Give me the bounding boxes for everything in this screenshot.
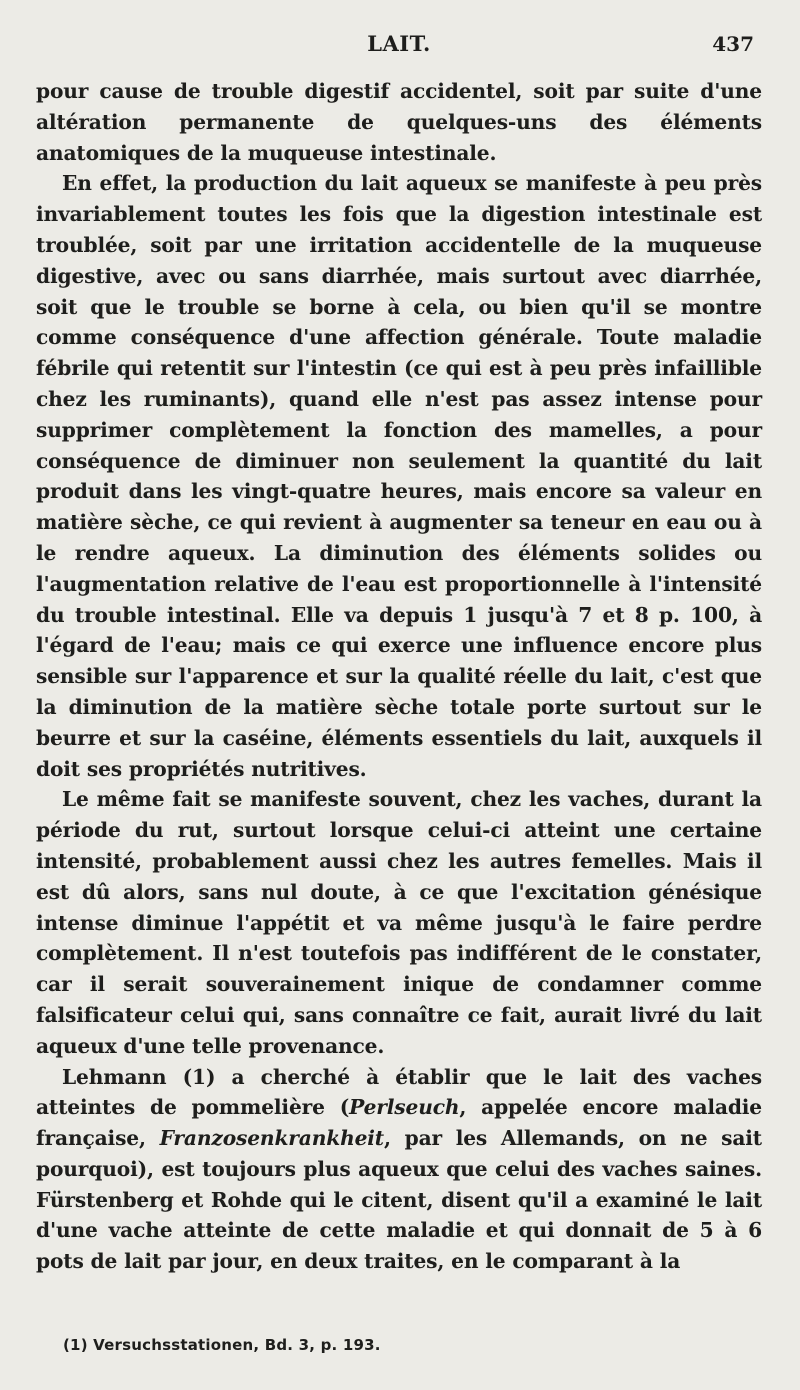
paragraph-4-lead: Lehmann (1) a cherché à établir que le lait des vaches atteintes de pommelière ( (36, 1064, 762, 1120)
paragraph-2: En effet, la production du lait aqueux se manifeste à peu près invariablement toutes les fois que la digestion intestinale est troublée, soit par une irritation accidentelle de la muqueuse digestive, avec ou sans diarrhée, mais surtout avec diarrhée, soit que le trouble se borne à cela, ou bien qu'il se montre comme conséquence d'une affection générale. Toute maladie fébrile qui retentit sur l'intestin (ce qui est à peu près infaillible chez les ruminants), quand elle n'est pas assez intense pour supprimer complètement la fonction des mamelles, a pour conséquence de diminuer non seulement la quantité du lait produit dans les vingt-quatre heures, mais encore sa valeur en matière sèche, ce qui revient à augmenter sa teneur en eau ou à le rendre aqueux. La diminution des éléments solides ou l'augmentation relative de l'eau est proportionnelle à l'intensité du trouble intestinal. Elle va depuis 1 jusqu'à 7 et 8 p. 100, à l'égard de l'eau; mais ce qui exerce une influence encore plus sensible sur l'apparence et sur la qualité réelle du lait, c'est que la diminution de la matière sèche totale porte surtout sur le beurre et sur la caséine, éléments essentiels du lait, auxquels il doit ses propriétés nutritives. (36, 171, 762, 781)
paragraph-1: pour cause de trouble digestif accidentel, soit par suite d'une altération permanente de quelques-uns des éléments anatomiques de la muqueuse intestinale. (36, 79, 762, 165)
paragraph-4-mid: , appelée encore maladie française, (36, 1095, 762, 1151)
term-franzosenkrankheit: Franzosenkrankheit (159, 1126, 384, 1151)
body-text (36, 76, 762, 1277)
paragraph-3: Le même fait se manifeste souvent, chez les vaches, durant la période du rut, surtout lorsque celui-ci atteint une certaine intensité, probablement aussi chez les autres femelles. Mais il est dû alors, sans nul doute, à ce que l'excitation génésique intense diminue l'appétit et va même jusqu'à le faire perdre complètement. Il n'est toutefois pas indifférent de le constater, car il serait souverainement inique de condamner comme falsificateur celui qui, sans connaître ce fait, aurait livré du lait aqueux d'une telle provenance. (36, 787, 762, 1058)
term-perlseuch: Perlseuch (349, 1095, 460, 1120)
footnote: (1) Versuchsstationen, Bd. 3, p. 193. (63, 1336, 381, 1354)
paragraph-4-tail: , par les Allemands, on ne sait pourquoi), est toujours plus aqueux que celui des vaches saines. Fürstenberg et Rohde qui le citent, disent qu'il a examiné le lait d'une vache atteinte de cette maladie et qui donnait de 5 à 6 pots de lait par jour, en deux traites, en le comparant à la (36, 1126, 762, 1274)
running-title: LAIT. (367, 31, 431, 56)
running-header (36, 31, 762, 63)
page-number: 437 (712, 32, 754, 56)
paragraph-4 (36, 1062, 762, 1278)
